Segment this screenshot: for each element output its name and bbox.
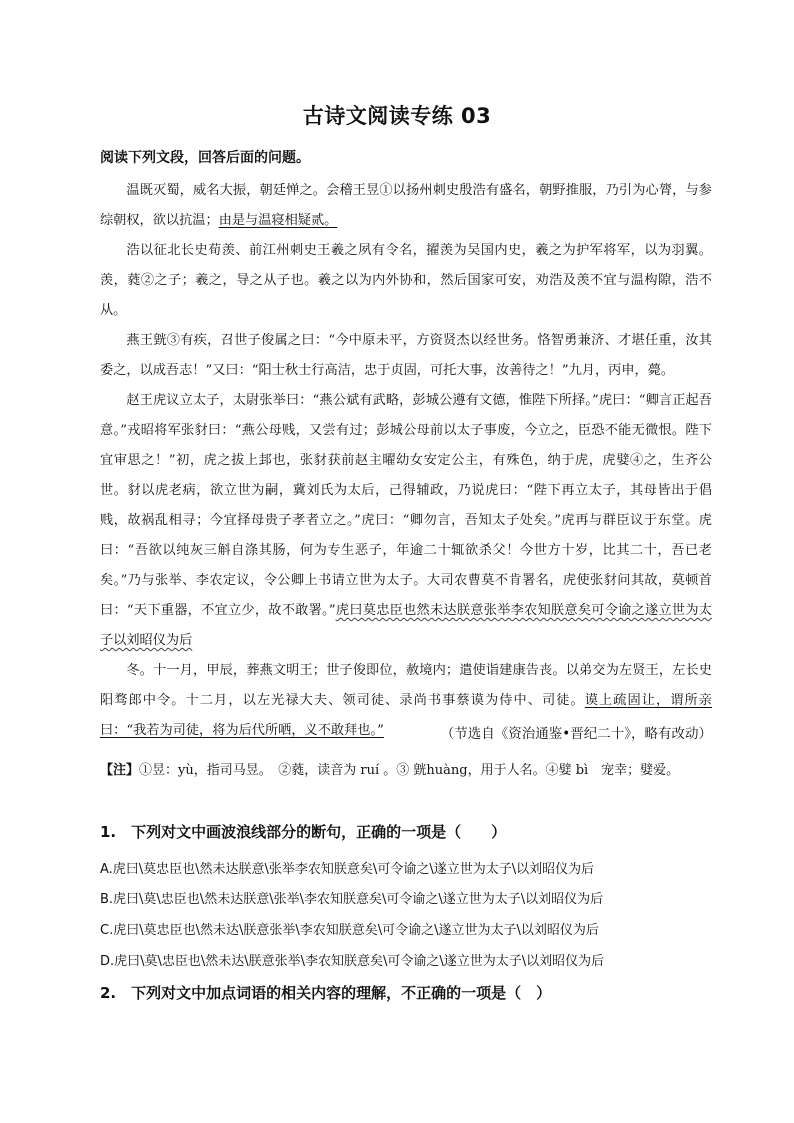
- option-a: A.虎曰\莫忠臣也\然未达朕意\张举李农知朕意矣\可令谕之\遂立世为太子\以刘昭仪为后: [100, 862, 595, 877]
- note-text: ①昱：yù，指司马昱。 ②蕤，读音为 ruí 。③ 皝huàng，用于人名。④嬖 bì 宠幸；嬖爱。: [139, 763, 680, 778]
- note-label: 【注】: [100, 763, 140, 778]
- passage-text: 冬。十一月，甲辰，葬燕文明王；世子俊即位，赦境内；遣使诣建康告丧。以弟交为左贤王，左长史阳骛郎中令。十二月，以左光禄大夫、领司徒、录尚书事蔡谟为侍中、司徒。: [100, 663, 712, 708]
- passage-paragraph-4: [100, 386, 712, 656]
- passage-paragraph-1: [100, 176, 712, 236]
- classical-passage: [100, 176, 712, 746]
- underlined-sentence: 谟上疏固让，谓所亲曰：“我若为司徒，将为后代所哂，义不敢拜也。”: [100, 693, 712, 738]
- wavy-underlined-sentence: 虎曰莫忠臣也然未达朕意张举李农知朕意矣可令谕之遂立世为太子以刘昭仪为后: [100, 603, 712, 648]
- question-title: 1. 下列对文中画波浪线部分的断句，正确的一项是（ ）: [100, 823, 507, 841]
- option-c: C.虎曰\莫忠臣也\然未达\朕意张举\李农知朕意矣\可令谕之\遂立世为太子\以刘昭仪为后: [100, 923, 599, 938]
- question-title: 2. 下列对文中加点词语的相关内容的理解，不正确的一项是（ ）: [100, 984, 552, 1002]
- passage-text: 赵王虎议立太子，太尉张举曰：“燕公斌有武略，彭城公遵有文德，惟陛下所择。”虎曰：“卿言正起吾意。”戎昭将军张豺曰：“燕公母贱，又尝有过；彭城公母前以太子事废，今立之，臣恐不能无微恨。陛下宜审思之！”初，虎之拔上邽也，张豺获前赵主曜幼女安定公主，有殊色，纳于虎，虎嬖④之，生齐公世。豺以虎老病，欲立世为嗣，冀刘氏为太后，己得辅政，乃说虎曰：“陛下再立太子，其母皆出于倡贱，故祸乱相寻；今宜择母贵子孝者立之。”虎曰：“卿勿言，吾知太子处矣。”虎再与群臣议于东堂。虎曰：“吾欲以纯灰三斛自涤其肠，何为专生恶子，年逾二十辄欲杀父！今世方十岁，比其二十，吾已老矣。”乃与张举、李农定议，令公卿上书请立世为太子。大司农曹莫不肯署名，虎使张豺问其故，莫顿首曰：“天下重器，不宜立少，故不敢署。”: [100, 393, 712, 618]
- reading-instruction: 阅读下列文段，回答后面的问题。: [100, 150, 310, 166]
- passage-paragraph-3: 燕王皝③有疾，召世子俊属之曰：“今中原未平，方资贤杰以经世务。恪智勇兼济、才堪任重，汝其委之，以成吾志！”又曰：“阳士秋士行高洁，忠于贞固，可托大事，汝善待之！”九月，丙申，薨。: [100, 333, 712, 378]
- underlined-sentence: 由是与温寝相疑贰。: [218, 213, 338, 228]
- question-1: [100, 822, 720, 842]
- source-citation: （节选自《资治通鉴•晋纪二十》，略有改动）: [440, 726, 712, 742]
- passage-text: 温既灭蜀，威名大振，朝廷惮之。会稽王昱①以扬州刺史殷浩有盛名，朝野推服，乃引为心膂，与参综朝权，欲以抗温；: [100, 183, 712, 228]
- page-title: 古诗文阅读专练 03: [302, 104, 492, 128]
- option-d: D.虎曰\莫\忠臣也\然未达\朕意张举\李农知朕意矣\可令谕之\遂立世为太子\以刘昭仪为后: [100, 954, 605, 969]
- question-2: [100, 982, 720, 1003]
- passage-paragraph-2: 浩以征北长史荀羡、前江州刺史王羲之夙有令名，擢羡为吴国内史，羲之为护军将军，以为羽翼。羡，蕤②之子；羲之，导之从子也。羲之以为内外协和，然后国家可安，劝浩及羡不宜与温构隙，浩不从。: [100, 243, 712, 318]
- option-b: B.虎曰\莫\忠臣也\然未达朕意\张举\李农知朕意矣\可令谕之\遂立世为太子\以刘昭仪为后: [100, 892, 604, 907]
- annotation-note: [100, 757, 712, 785]
